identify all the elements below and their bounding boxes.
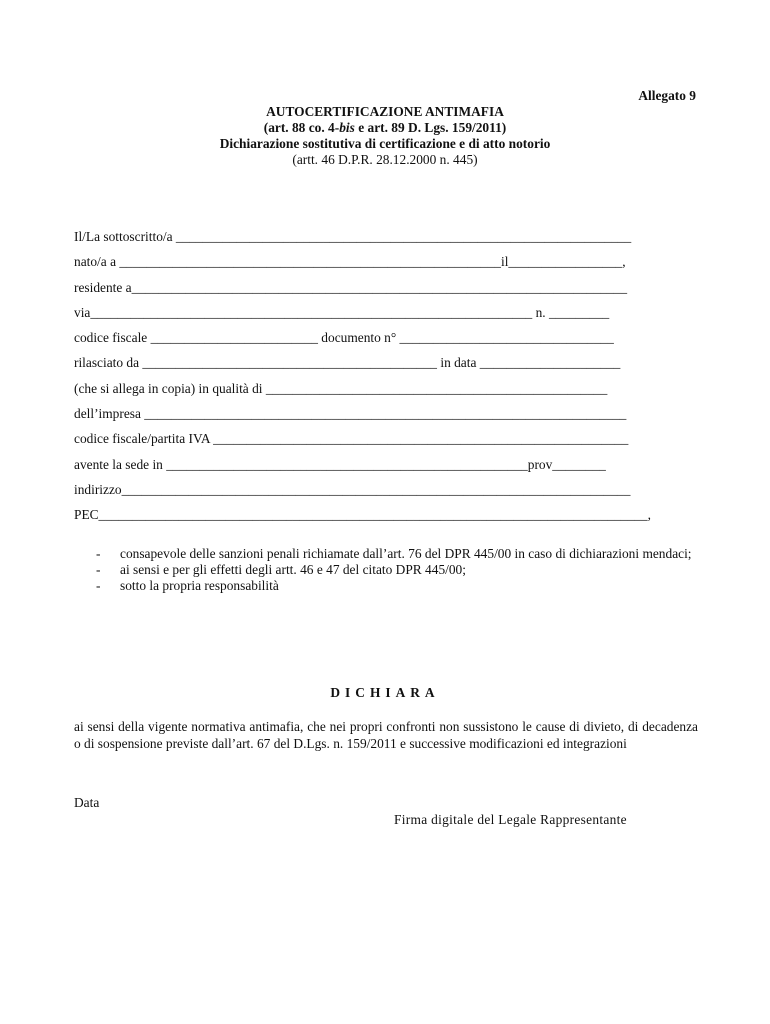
subtitle-suffix: e art. 89 D. Lgs. 159/2011) bbox=[354, 120, 507, 135]
bullet-dash: - bbox=[96, 578, 101, 593]
document-title: AUTOCERTIFICAZIONE ANTIMAFIA bbox=[266, 104, 504, 119]
bullet-dash: - bbox=[96, 546, 101, 561]
field-rilasciato-da[interactable]: rilasciato da ____________________________________________ in data _____________________ bbox=[74, 355, 621, 371]
field-sede[interactable]: avente la sede in ______________________________________________________prov________ bbox=[74, 456, 606, 472]
document-declaration-type: Dichiarazione sostitutiva di certificazione e di atto notorio bbox=[219, 136, 551, 151]
subtitle-italic: bis bbox=[339, 120, 355, 135]
field-sottoscritto[interactable]: Il/La sottoscritto/a ____________________________________________________________________ bbox=[74, 229, 632, 244]
list-item-text: ai sensi e per gli effetti degli artt. 46 e 47 del citato DPR 445/00; bbox=[120, 562, 466, 577]
dichiara-heading: DICHIARA bbox=[330, 685, 440, 700]
list-item-text: sotto la propria responsabilità bbox=[120, 578, 279, 593]
field-pec[interactable]: PEC__________________________________________________________________________________, bbox=[74, 507, 651, 523]
document-legal-reference: (artt. 46 D.P.R. 28.12.2000 n. 445) bbox=[292, 152, 478, 167]
field-qualita[interactable]: (che si allega in copia) in qualità di ___________________________________________________ bbox=[74, 380, 608, 396]
field-indirizzo[interactable]: indirizzo____________________________________________________________________________ bbox=[74, 481, 631, 497]
document-subtitle bbox=[0, 120, 770, 136]
list-item bbox=[74, 562, 698, 578]
subtitle-prefix: (art. 88 co. 4- bbox=[263, 120, 340, 135]
field-partita-iva[interactable]: codice fiscale/partita IVA ______________________________________________________________ bbox=[74, 431, 629, 447]
date-label[interactable]: Data bbox=[74, 795, 100, 810]
list-item bbox=[74, 546, 698, 562]
document-header bbox=[0, 104, 770, 168]
field-nato-a[interactable]: nato/a a _________________________________________________________il_________________, bbox=[74, 254, 626, 270]
field-codice-fiscale[interactable]: codice fiscale _________________________ documento n° ________________________________ bbox=[74, 330, 614, 346]
awareness-list bbox=[74, 546, 698, 594]
signature-label[interactable]: Firma digitale del Legale Rappresentante bbox=[394, 812, 627, 827]
dichiara-text: ai sensi della vigente normativa antimafia, che nei propri confronti non sussistono le cause di divieto, di decadenza o di sospensione previste dall’art. 67 del D.Lgs. n. 159/2011 e successive modificazioni ed integrazioni bbox=[74, 719, 698, 751]
declarant-fields bbox=[74, 228, 698, 532]
field-impresa[interactable]: dell’impresa ________________________________________________________________________ bbox=[74, 406, 627, 422]
bullet-dash: - bbox=[96, 562, 101, 577]
field-via[interactable]: via__________________________________________________________________ n. _________ bbox=[74, 304, 610, 320]
field-residente[interactable]: residente a__________________________________________________________________________ bbox=[74, 279, 628, 295]
list-item-text: consapevole delle sanzioni penali richiamate dall’art. 76 del DPR 445/00 in caso di dichiarazioni mendaci; bbox=[120, 546, 692, 561]
list-item bbox=[74, 578, 698, 594]
attachment-label: Allegato 9 bbox=[638, 88, 696, 103]
